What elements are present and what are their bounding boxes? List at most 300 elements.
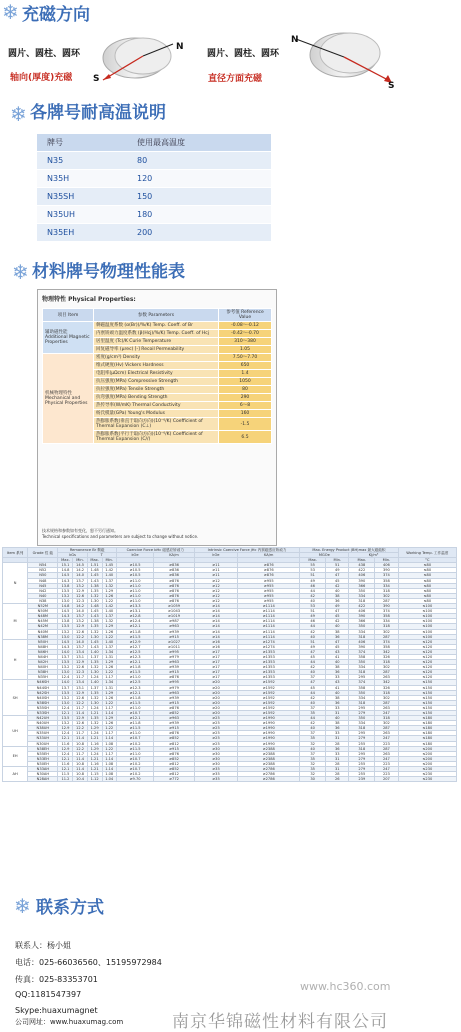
physical-note-en: Technical specifications and parameters are subject to change without notice. <box>42 534 199 539</box>
table-cell: 223 <box>375 741 398 746</box>
table-cell: ≥836 <box>154 568 195 573</box>
table-cell: ≥17 <box>194 654 237 659</box>
category-cell: 辅助磁性能 Additional Magnetic Properties <box>43 322 94 354</box>
table-cell: 15.1 <box>58 563 73 568</box>
diametral-s-pole: S <box>388 81 395 91</box>
table-cell: 287 <box>375 746 398 751</box>
table-cell: 207 <box>375 777 398 782</box>
table-cell: 53 <box>300 568 326 573</box>
table-cell: ≥876 <box>154 751 195 756</box>
table-cell: ≥995 <box>154 649 195 654</box>
table-cell: 350 <box>349 690 375 695</box>
table-cell: 1.51 <box>87 563 102 568</box>
table-cell: 42 <box>300 665 326 670</box>
table-row <box>37 170 271 188</box>
table-cell: 1.38 <box>87 583 102 588</box>
table-cell: 53 <box>300 604 326 609</box>
table-cell: ≥979 <box>154 654 195 659</box>
grade-temperature-table <box>37 134 271 242</box>
table-cell: ≤100 <box>398 604 456 609</box>
table-cell: 51 <box>300 573 326 578</box>
table-cell: ≥2786 <box>238 777 300 782</box>
table-cell: ≥11.0 <box>116 675 153 680</box>
table-cell: 1.21 <box>87 711 102 716</box>
table-cell: ≥17 <box>194 660 237 665</box>
table-cell: 14.3 <box>58 644 73 649</box>
table-cell: ≥1592 <box>238 695 300 700</box>
table-cell: ≥876 <box>154 578 195 583</box>
table-cell: ≥915 <box>154 700 195 705</box>
series-cell: N <box>3 563 28 604</box>
table-cell: 10.8 <box>73 772 87 777</box>
table-cell: 14.8 <box>58 568 73 573</box>
table-cell: ≥876 <box>154 731 195 736</box>
table-cell: 334 <box>375 583 398 588</box>
table-cell: 295 <box>349 675 375 680</box>
table-cell: 1.31 <box>102 654 116 659</box>
table-cell: ≥1274 <box>238 644 300 649</box>
table-cell: ≥876 <box>238 568 300 573</box>
table-cell: ≤150 <box>398 685 456 690</box>
table-cell: 13.2 <box>58 629 73 634</box>
table-cell: 318 <box>349 598 375 603</box>
table-cell: ≥915 <box>154 726 195 731</box>
table-cell: 42 <box>300 721 326 726</box>
table-cell: ≤80 <box>398 598 456 603</box>
series-cell: SH <box>3 680 28 716</box>
table-cell: 247 <box>375 767 398 772</box>
table-cell: 12.1 <box>58 711 73 716</box>
table-cell: N30UH <box>28 741 58 746</box>
table-cell: ≥25 <box>194 726 237 731</box>
table-cell: ≥1990 <box>238 731 300 736</box>
unit-header: Max. <box>300 558 326 563</box>
table-cell: 326 <box>375 654 398 659</box>
table-cell: ≥1592 <box>238 700 300 705</box>
table-cell: ≥2388 <box>238 746 300 751</box>
table-cell: 1.29 <box>87 726 102 731</box>
table-cell: ≥915 <box>154 670 195 675</box>
table-cell: 390 <box>375 568 398 573</box>
snowflake-icon: ❄ <box>2 0 19 24</box>
table-cell: 1.21 <box>87 756 102 761</box>
table-cell: N35EH <box>28 751 58 756</box>
table-cell: 1.22 <box>102 746 116 751</box>
table-cell: 295 <box>349 751 375 756</box>
table-cell: ≥876 <box>154 588 195 593</box>
table-cell: ≥1990 <box>238 726 300 731</box>
table-cell: ≥876 <box>154 675 195 680</box>
table-cell: N44SH <box>28 685 58 690</box>
column-header: 参考值 Reference Value <box>219 309 272 322</box>
axial-s-pole: S <box>93 74 100 84</box>
table-cell: 47 <box>300 649 326 654</box>
table-cell: N45 <box>28 583 58 588</box>
table-cell: ≤180 <box>398 731 456 736</box>
snowflake-icon: ❄ <box>10 102 27 126</box>
table-cell: 1.32 <box>87 721 102 726</box>
table-cell: ≤100 <box>398 614 456 619</box>
snowflake-icon: ❄ <box>12 260 29 284</box>
table-cell: 1.14 <box>102 767 116 772</box>
table-cell: 1.24 <box>87 705 102 710</box>
watermark-company: 南京华锦磁性材料有限公司 <box>172 1012 388 1032</box>
table-cell: 30 <box>300 777 326 782</box>
column-header: 牌号 <box>37 134 127 152</box>
table-cell: 302 <box>375 665 398 670</box>
table-cell: ≥12.5 <box>116 649 153 654</box>
table-cell: 406 <box>375 563 398 568</box>
table-cell: N35UH <box>28 731 58 736</box>
table-cell: ≥14 <box>194 609 237 614</box>
table-cell: 35 <box>300 711 326 716</box>
table-cell: 1.42 <box>102 568 116 573</box>
table-cell: 406 <box>349 609 375 614</box>
table-cell: 47 <box>326 573 349 578</box>
table-cell: ≥14 <box>194 614 237 619</box>
table-cell: ≥1114 <box>238 634 300 639</box>
table-cell: 35 <box>300 756 326 761</box>
table-row <box>3 777 457 782</box>
table-cell: ≤80 <box>398 588 456 593</box>
table-cell: 40 <box>326 660 349 665</box>
table-cell: ≥1592 <box>238 705 300 710</box>
reference-value-cell: 6～8 <box>219 402 272 410</box>
table-cell: 40 <box>326 716 349 721</box>
reference-value-cell: 7.50～7.70 <box>219 354 272 362</box>
table-cell: ≥1592 <box>238 711 300 716</box>
table-cell: 36 <box>326 726 349 731</box>
table-cell: ≥939 <box>154 629 195 634</box>
table-cell: ≤80 <box>398 573 456 578</box>
table-cell: 40 <box>326 588 349 593</box>
table-cell: ≥955 <box>238 583 300 588</box>
table-cell: ≤120 <box>398 649 456 654</box>
table-cell: 32 <box>300 772 326 777</box>
table-cell: 318 <box>375 690 398 695</box>
table-cell: 1.16 <box>87 741 102 746</box>
table-cell: ≥812 <box>154 741 195 746</box>
reference-value-cell: 1050 <box>219 378 272 386</box>
table-cell: 1.35 <box>87 624 102 629</box>
table-cell: ≤100 <box>398 609 456 614</box>
table-cell: 11.5 <box>58 772 73 777</box>
table-cell: 374 <box>349 680 375 685</box>
section-title-temperature: 各牌号耐高温说明 <box>30 103 166 123</box>
table-cell: ≤180 <box>398 736 456 741</box>
column-header: 使用最高温度 <box>127 134 271 152</box>
table-cell: ≥11.0 <box>116 731 153 736</box>
table-cell: 334 <box>349 629 375 634</box>
table-cell: ≥12.3 <box>116 685 153 690</box>
table-cell: 1.29 <box>102 660 116 665</box>
contact-skype: Skype:huaxumagnet <box>15 1006 98 1015</box>
table-cell: 358 <box>375 578 398 583</box>
diametral-shape-label: 圆片、圆柱、圆环 <box>207 49 280 59</box>
table-cell: ≤200 <box>398 761 456 766</box>
table-cell: 11.7 <box>73 705 87 710</box>
table-cell: ≥30 <box>194 746 237 751</box>
table-cell: 42 <box>300 593 326 598</box>
table-cell: ≥9.70 <box>116 777 153 782</box>
unit-header: kGs <box>58 553 87 558</box>
table-cell: 1.26 <box>102 629 116 634</box>
table-cell: ≥1990 <box>238 741 300 746</box>
table-cell: 1.17 <box>102 675 116 680</box>
table-cell: N35H <box>28 675 58 680</box>
table-cell: ≥12 <box>194 578 237 583</box>
table-cell: ≥11 <box>194 563 237 568</box>
table-cell: ≥1592 <box>238 685 300 690</box>
table-cell: 1.30 <box>87 598 102 603</box>
table-cell: 31 <box>326 767 349 772</box>
table-cell: ≤100 <box>398 624 456 629</box>
table-cell: ≥12.4 <box>116 619 153 624</box>
table-cell: 120 <box>127 170 271 188</box>
table-cell: ≥11.0 <box>116 593 153 598</box>
physical-properties-table <box>42 308 272 444</box>
table-cell: ≥955 <box>238 578 300 583</box>
table-cell: 1.26 <box>102 721 116 726</box>
table-cell: 32 <box>300 761 326 766</box>
table-cell: 42 <box>326 583 349 588</box>
table-cell: 1.21 <box>87 736 102 741</box>
table-cell: 14.0 <box>73 639 87 644</box>
table-cell: 318 <box>349 670 375 675</box>
table-cell: 180 <box>127 206 271 224</box>
contact-person: 联系人：杨小姐 <box>15 941 71 950</box>
table-cell: 1.35 <box>87 716 102 721</box>
table-cell: 44 <box>300 660 326 665</box>
table-cell: ≥11.8 <box>116 665 153 670</box>
table-cell: 302 <box>375 593 398 598</box>
table-cell: 14.0 <box>58 649 73 654</box>
table-cell: N40UH <box>28 721 58 726</box>
table-cell: 1.22 <box>102 726 116 731</box>
table-cell: ≥11.0 <box>116 705 153 710</box>
table-cell: ≥955 <box>238 598 300 603</box>
unit-header: Max. <box>87 558 102 563</box>
table-cell: 406 <box>349 639 375 644</box>
table-cell: ≥1353 <box>238 654 300 659</box>
table-cell: 263 <box>375 705 398 710</box>
parameter-cell: 抗压强度(MPa) Compressive Strength <box>94 378 219 386</box>
table-cell: ≥955 <box>238 593 300 598</box>
table-cell: 36 <box>326 700 349 705</box>
table-cell: 12.2 <box>73 634 87 639</box>
table-cell: 358 <box>349 685 375 690</box>
table-cell: ≤200 <box>398 751 456 756</box>
table-cell: 1.40 <box>102 609 116 614</box>
snowflake-icon: ❄ <box>14 894 31 918</box>
table-cell: N50 <box>28 573 58 578</box>
table-cell: 13.7 <box>73 578 87 583</box>
table-cell: ≥17 <box>194 649 237 654</box>
table-cell: 51 <box>300 639 326 644</box>
parameter-cell: 维式硬度(Hv) Vickers Hardness <box>94 362 219 370</box>
table-cell: ≥25 <box>194 716 237 721</box>
table-cell: 44 <box>300 624 326 629</box>
table-cell: ≤100 <box>398 634 456 639</box>
table-cell: 40 <box>326 690 349 695</box>
table-cell: ≤230 <box>398 777 456 782</box>
section-title-magnetization: 充磁方向 <box>22 5 90 25</box>
table-cell: 13.0 <box>58 700 73 705</box>
table-cell: 38 <box>326 665 349 670</box>
table-cell: 1.45 <box>87 573 102 578</box>
table-cell: N48 <box>28 578 58 583</box>
table-cell: ≤100 <box>398 629 456 634</box>
table-cell: N38H <box>28 670 58 675</box>
table-cell: ≥876 <box>154 705 195 710</box>
table-cell: 51 <box>326 563 349 568</box>
table-cell: ≥10.2 <box>116 741 153 746</box>
table-cell: 1.14 <box>102 756 116 761</box>
table-cell: ≥915 <box>154 746 195 751</box>
table-cell: 239 <box>349 777 375 782</box>
table-cell: ≥12.9 <box>116 639 153 644</box>
table-cell: 33 <box>326 731 349 736</box>
table-cell: ≥12 <box>194 588 237 593</box>
table-cell: 1.48 <box>87 568 102 573</box>
table-cell: 358 <box>375 614 398 619</box>
table-cell: 287 <box>375 726 398 731</box>
table-cell: 38 <box>326 629 349 634</box>
table-cell: 302 <box>375 629 398 634</box>
table-cell: 41 <box>326 685 349 690</box>
table-cell: 13.1 <box>73 654 87 659</box>
table-cell: 1.43 <box>87 578 102 583</box>
table-cell: 13.1 <box>73 685 87 690</box>
table-cell: ≥963 <box>154 716 195 721</box>
table-cell: ≥35 <box>194 772 237 777</box>
table-cell: 358 <box>349 654 375 659</box>
table-cell: ≥30 <box>194 761 237 766</box>
table-cell: 1.40 <box>102 639 116 644</box>
table-cell: 295 <box>349 705 375 710</box>
table-cell: 28 <box>326 761 349 766</box>
physical-note-cn: 技术规格和参数如有变化，恕不另行通知。 <box>42 528 118 533</box>
table-cell: N35SH <box>28 705 58 710</box>
table-cell: 33 <box>326 675 349 680</box>
table-cell: ≥12.1 <box>116 690 153 695</box>
reference-value-cell: -0.42～-0.70 <box>219 330 272 338</box>
table-cell: N42UH <box>28 716 58 721</box>
table-cell: 318 <box>375 588 398 593</box>
table-cell: 11.7 <box>73 731 87 736</box>
table-cell: ≥13.1 <box>116 609 153 614</box>
table-cell: N40H <box>28 665 58 670</box>
table-cell: 287 <box>375 670 398 675</box>
table-cell: 1.42 <box>102 604 116 609</box>
table-cell: N38SH <box>28 700 58 705</box>
table-cell: ≥1592 <box>238 680 300 685</box>
axial-magnet-diagram <box>95 28 180 98</box>
table-cell: ≥11.0 <box>116 588 153 593</box>
table-cell: ≤180 <box>398 716 456 721</box>
physical-properties-panel <box>37 289 277 546</box>
table-cell: 1.22 <box>102 670 116 675</box>
table-cell: ≤200 <box>398 746 456 751</box>
table-cell: 12.6 <box>73 593 87 598</box>
table-cell: N45M <box>28 619 58 624</box>
table-cell: 334 <box>349 593 375 598</box>
table-cell: 150 <box>127 188 271 206</box>
table-cell: 1.48 <box>87 604 102 609</box>
table-cell: 1.30 <box>87 634 102 639</box>
table-cell: N46SH <box>28 680 58 685</box>
table-cell: 12.1 <box>58 767 73 772</box>
table-cell: 1.26 <box>102 695 116 700</box>
table-cell: 200 <box>127 224 271 242</box>
table-cell: 1.29 <box>102 624 116 629</box>
table-cell: N40M <box>28 629 58 634</box>
table-cell: 223 <box>375 761 398 766</box>
table-cell: N38M <box>28 634 58 639</box>
table-cell: N40SH <box>28 695 58 700</box>
table-cell: 342 <box>375 680 398 685</box>
table-cell: ≥12 <box>194 593 237 598</box>
table-cell: 1.38 <box>87 619 102 624</box>
table-cell: N33UH <box>28 736 58 741</box>
parameter-cell: 电阻率(μΩcm) Electrical Resistivity <box>94 370 219 378</box>
unit-header: Max. <box>58 558 73 563</box>
table-cell: 1.32 <box>87 665 102 670</box>
table-cell: 40 <box>300 670 326 675</box>
table-cell: 33 <box>326 705 349 710</box>
table-cell: N38 <box>28 598 58 603</box>
diametral-n-pole: N <box>291 35 299 45</box>
table-cell: 13.7 <box>73 644 87 649</box>
table-cell: 10.8 <box>73 741 87 746</box>
table-cell: 10.4 <box>73 777 87 782</box>
table-row <box>43 322 272 330</box>
table-cell: 49 <box>326 604 349 609</box>
table-cell: ≥772 <box>154 777 195 782</box>
table-cell: ≥939 <box>154 695 195 700</box>
table-cell: 422 <box>349 604 375 609</box>
table-cell: 1.35 <box>87 588 102 593</box>
series-cell: UH <box>3 716 28 747</box>
table-cell: 37 <box>300 731 326 736</box>
table-cell: 279 <box>349 736 375 741</box>
table-row <box>37 224 271 242</box>
table-cell: 14.0 <box>73 573 87 578</box>
table-cell: ≤120 <box>398 660 456 665</box>
table-cell: 1.35 <box>87 690 102 695</box>
table-cell: 1.45 <box>87 639 102 644</box>
table-cell: ≥2786 <box>238 767 300 772</box>
table-cell: 49 <box>326 568 349 573</box>
table-cell: 1.32 <box>87 695 102 700</box>
column-header: Max. Energy Product (BH)max 最大磁能积 <box>300 548 398 553</box>
table-cell: 1.17 <box>102 751 116 756</box>
table-cell: ≥12.1 <box>116 624 153 629</box>
table-cell: ≤120 <box>398 639 456 644</box>
table-cell: ≥812 <box>154 772 195 777</box>
table-cell: 45 <box>300 685 326 690</box>
diametral-magnet-diagram <box>292 25 402 100</box>
table-cell: 342 <box>375 649 398 654</box>
table-cell: 13.2 <box>73 619 87 624</box>
table-cell: ≥10.7 <box>116 756 153 761</box>
table-cell: 279 <box>349 756 375 761</box>
table-cell: ≥20 <box>194 711 237 716</box>
table-cell: 247 <box>375 736 398 741</box>
table-cell: 358 <box>375 644 398 649</box>
table-cell: N35SH <box>37 188 127 206</box>
table-cell: 14.5 <box>58 639 73 644</box>
